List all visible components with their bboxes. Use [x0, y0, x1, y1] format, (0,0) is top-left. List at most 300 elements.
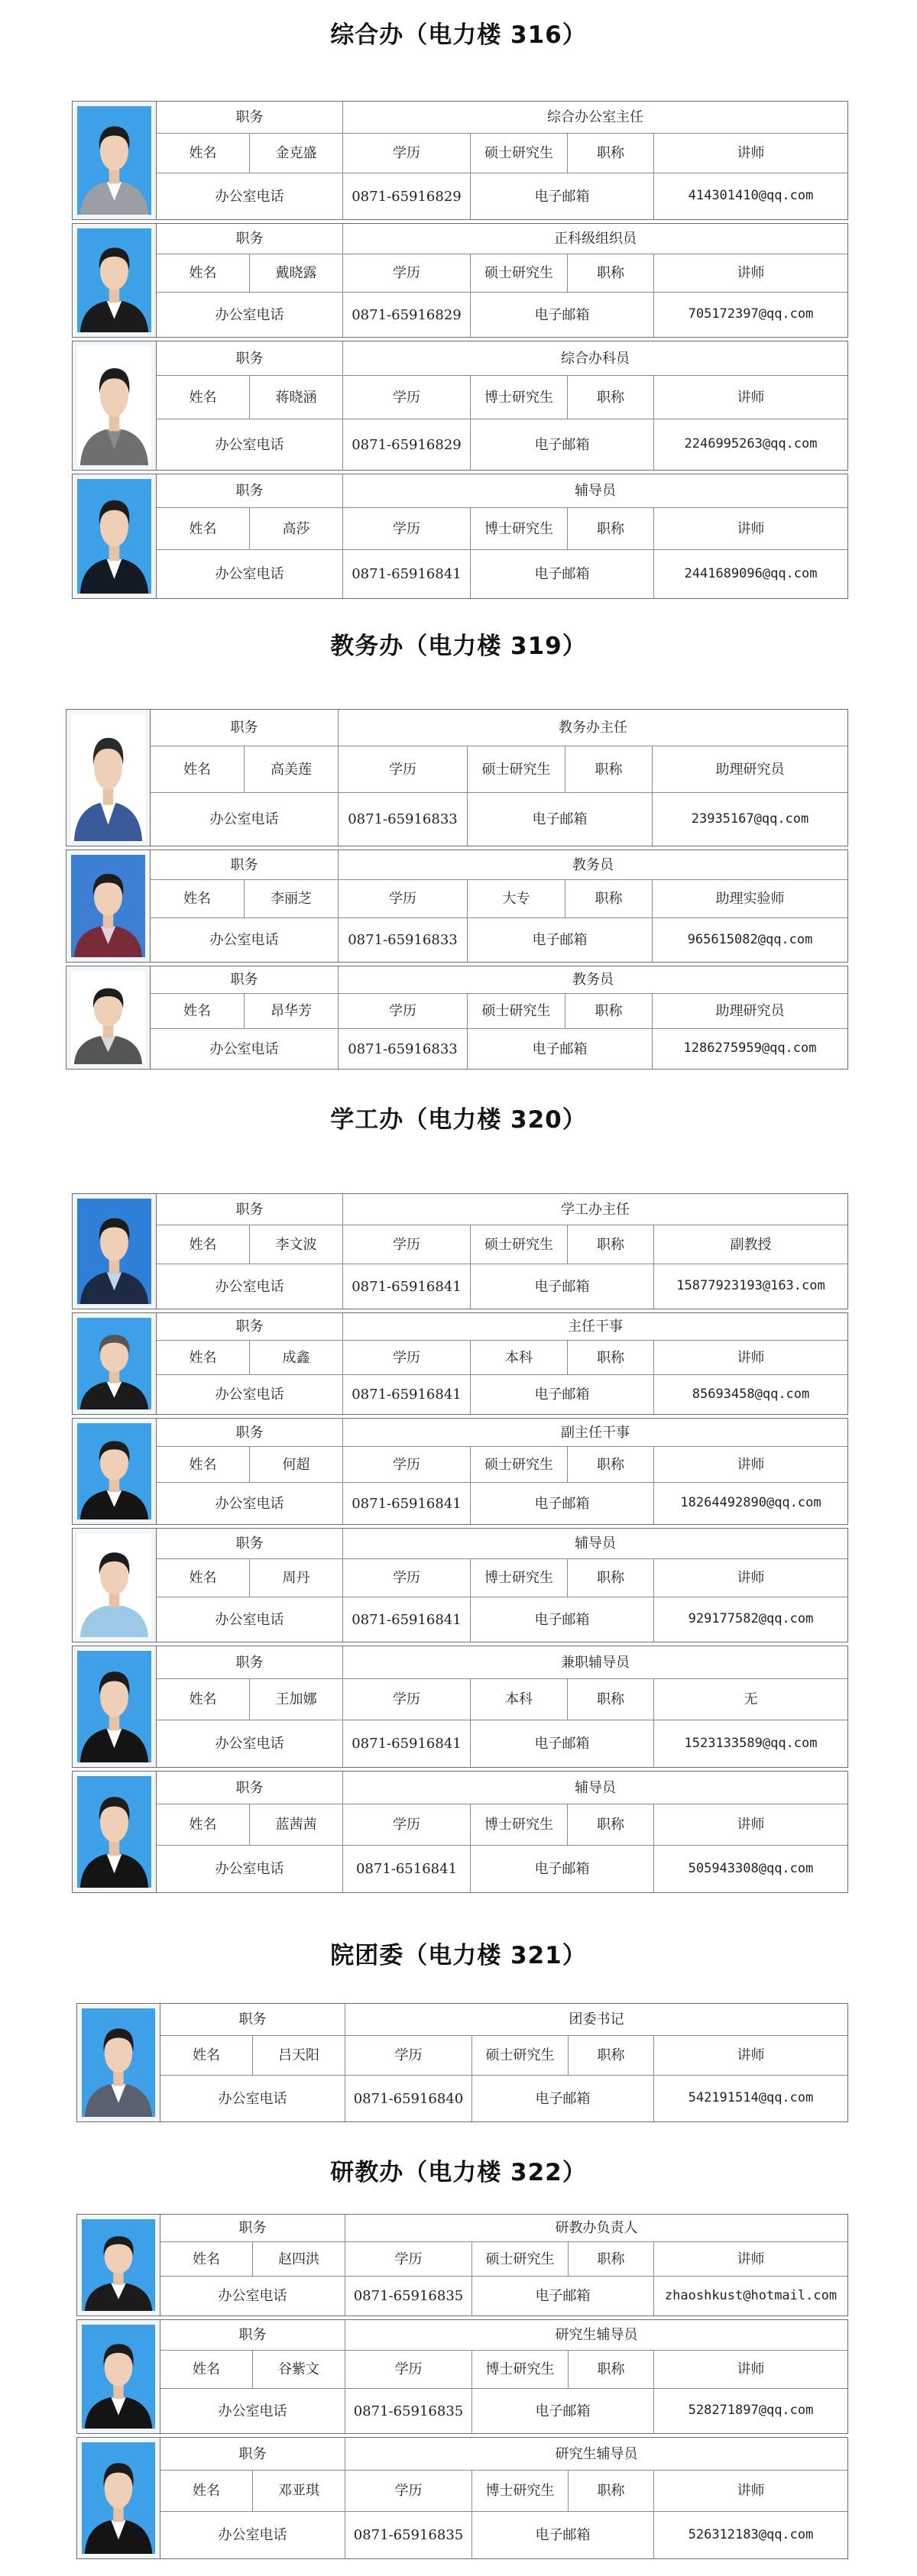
education-value: 硕士研究生: [471, 1225, 568, 1264]
email-label: 电子邮箱: [472, 2076, 654, 2121]
title-label: 职称: [568, 1559, 654, 1597]
position-value: 综合办科员: [343, 341, 847, 376]
office-phone-label: 办公室电话: [160, 2512, 345, 2558]
name-label: 姓名: [157, 1559, 250, 1597]
name-value: 何超: [250, 1447, 343, 1483]
office-phone-label: 办公室电话: [157, 1375, 343, 1414]
education-label: 学历: [343, 254, 471, 293]
staff-photo: [73, 474, 157, 598]
name-label: 姓名: [157, 1341, 250, 1375]
email-label: 电子邮箱: [471, 1483, 654, 1524]
office-phone-value: 0871-65916841: [343, 1597, 471, 1642]
education-value: 博士研究生: [472, 2471, 569, 2512]
name-value: 周丹: [250, 1559, 343, 1597]
office-phone-value: 0871-65916829: [343, 293, 471, 337]
education-value: 博士研究生: [471, 1559, 568, 1597]
staff-photo: [73, 1529, 157, 1642]
staff-card: [66, 849, 848, 963]
section-title: 学工办（电力楼 320）: [330, 1106, 587, 1134]
section-title: 研教办（电力楼 322）: [330, 2159, 587, 2186]
portrait-svg: [77, 228, 151, 332]
position-value: 团委书记: [345, 2004, 847, 2036]
position-value: 主任干事: [343, 1313, 847, 1341]
education-label: 学历: [343, 376, 471, 419]
staff-card: [72, 1646, 848, 1768]
portrait: [71, 714, 145, 841]
info-grid: [160, 2320, 847, 2433]
education-value: 大专: [468, 880, 565, 918]
name-value: 赵四洪: [253, 2242, 345, 2277]
email-value: 18264492890@qq.com: [680, 1495, 821, 1511]
office-phone-label: 办公室电话: [160, 2389, 345, 2433]
email-label: 电子邮箱: [471, 293, 654, 337]
email-label: 电子邮箱: [471, 1846, 654, 1892]
position-label: 职务: [157, 1772, 343, 1804]
portrait-svg: [82, 2325, 155, 2429]
title-label: 职称: [569, 2351, 654, 2389]
education-value: 硕士研究生: [471, 1447, 568, 1483]
position-label: 职务: [160, 2438, 345, 2471]
position-label: 职务: [157, 1313, 343, 1341]
staff-photo: [73, 224, 157, 337]
staff-card: [66, 966, 848, 1070]
name-label: 姓名: [157, 1804, 250, 1846]
education-value: 博士研究生: [471, 376, 568, 419]
info-grid: [157, 1313, 847, 1414]
position-value: 学工办主任: [343, 1194, 847, 1225]
name-label: 姓名: [160, 2242, 253, 2277]
info-grid: [157, 1529, 847, 1642]
name-label: 姓名: [157, 508, 250, 550]
title-value: 讲师: [654, 376, 847, 419]
education-value: 硕士研究生: [471, 254, 568, 293]
education-label: 学历: [339, 880, 468, 918]
staff-card: [72, 223, 848, 338]
email-label: 电子邮箱: [471, 1597, 654, 1642]
portrait-svg: [71, 971, 145, 1064]
position-label: 职务: [157, 224, 343, 254]
position-value: 教务员: [339, 966, 847, 994]
section-title: 教务办（电力楼 319）: [330, 633, 587, 660]
name-label: 姓名: [151, 746, 245, 793]
position-value: 副主任干事: [343, 1419, 847, 1447]
staff-card: [76, 2214, 848, 2316]
email-value: 542191514@qq.com: [688, 2090, 814, 2106]
email-value: 1523133589@qq.com: [684, 1735, 818, 1751]
staff-photo: [66, 710, 151, 846]
staff-card: [72, 474, 848, 599]
staff-card: [72, 1312, 848, 1415]
email-label: 电子邮箱: [472, 2277, 654, 2315]
office-phone-value: 0871-65916840: [345, 2076, 472, 2121]
info-grid: [157, 341, 847, 470]
education-label: 学历: [343, 1225, 471, 1264]
info-grid: [157, 1419, 847, 1524]
title-value: 讲师: [654, 2471, 847, 2512]
name-value: 戴晓露: [250, 254, 343, 293]
education-label: 学历: [339, 994, 468, 1029]
education-value: 博士研究生: [471, 508, 568, 550]
name-value: 李丽芝: [245, 880, 339, 918]
position-label: 职务: [160, 2320, 345, 2351]
name-label: 姓名: [157, 1679, 250, 1720]
neck: [109, 1259, 120, 1274]
office-phone-value: 0871-65916829: [343, 173, 471, 219]
email-label: 电子邮箱: [471, 419, 654, 470]
position-label: 职务: [151, 710, 339, 746]
education-label: 学历: [343, 1679, 471, 1720]
staff-photo: [73, 1194, 157, 1309]
staff-photo: [73, 1772, 157, 1892]
office-phone-value: 0871-65916835: [345, 2512, 472, 2558]
section-title: 综合办（电力楼 316）: [330, 21, 587, 49]
staff-card: [72, 101, 848, 220]
title-value: 讲师: [654, 2351, 847, 2389]
name-label: 姓名: [160, 2036, 253, 2076]
title-value: 讲师: [654, 1804, 847, 1846]
staff-card: [76, 2319, 848, 2434]
staff-photo: [73, 341, 157, 470]
portrait: [82, 2008, 155, 2117]
office-phone-label: 办公室电话: [157, 173, 343, 219]
portrait: [82, 2219, 155, 2311]
name-label: 姓名: [157, 134, 250, 173]
staff-photo: [73, 1419, 157, 1524]
info-grid: [151, 850, 847, 962]
office-phone-label: 办公室电话: [160, 2277, 345, 2315]
education-value: 硕士研究生: [471, 134, 568, 173]
neck: [113, 2272, 123, 2285]
title-label: 职称: [565, 880, 653, 918]
title-value: 讲师: [654, 2242, 847, 2277]
portrait: [82, 2442, 155, 2554]
office-phone-label: 办公室电话: [151, 1029, 339, 1069]
name-label: 姓名: [157, 1225, 250, 1264]
position-value: 教务办主任: [339, 710, 847, 746]
email-label: 电子邮箱: [468, 918, 653, 962]
name-value: 成鑫: [250, 1341, 343, 1375]
email-value: 929177582@qq.com: [688, 1611, 814, 1627]
title-label: 职称: [568, 1225, 654, 1264]
title-label: 职称: [568, 1679, 654, 1720]
position-value: 教务员: [339, 850, 847, 880]
staff-card: [76, 2437, 848, 2559]
office-phone-label: 办公室电话: [157, 550, 343, 598]
email-value: 85693458@qq.com: [692, 1386, 810, 1402]
name-value: 金克盛: [250, 134, 343, 173]
position-label: 职务: [151, 850, 339, 880]
portrait-svg: [77, 1776, 151, 1888]
education-value: 博士研究生: [472, 2351, 569, 2389]
info-grid: [157, 1194, 847, 1309]
education-value: 硕士研究生: [468, 746, 565, 793]
education-value: 本科: [471, 1341, 568, 1375]
neck: [103, 787, 114, 805]
portrait: [82, 2325, 155, 2429]
office-phone-label: 办公室电话: [151, 793, 339, 846]
title-value: 讲师: [654, 1559, 847, 1597]
office-phone-label: 办公室电话: [157, 1846, 343, 1892]
name-label: 姓名: [157, 254, 250, 293]
education-value: 硕士研究生: [468, 994, 565, 1029]
portrait-svg: [77, 479, 151, 594]
office-phone-label: 办公室电话: [157, 1597, 343, 1642]
email-label: 电子邮箱: [472, 2512, 654, 2558]
staff-card: [72, 1771, 848, 1893]
education-label: 学历: [345, 2351, 472, 2389]
email-label: 电子邮箱: [471, 550, 654, 598]
email-value: 2246995263@qq.com: [684, 436, 818, 452]
email-value: 965615082@qq.com: [687, 931, 813, 947]
office-phone-value: 0871-65916829: [343, 419, 471, 470]
name-label: 姓名: [157, 1447, 250, 1483]
title-label: 职称: [568, 376, 654, 419]
position-label: 职务: [151, 966, 339, 994]
office-phone-value: 0871-65916835: [345, 2389, 472, 2433]
title-value: 讲师: [654, 254, 847, 293]
name-value: 昂华芳: [245, 994, 339, 1029]
position-value: 研教办负责人: [345, 2215, 847, 2242]
email-value: 23935167@qq.com: [691, 811, 809, 827]
portrait-svg: [77, 346, 151, 465]
position-label: 职务: [160, 2004, 345, 2036]
title-label: 职称: [565, 994, 653, 1029]
staff-card: [72, 1193, 848, 1309]
title-value: 助理实验师: [653, 880, 847, 918]
office-phone-label: 办公室电话: [157, 1264, 343, 1309]
email-value: 414301410@qq.com: [688, 188, 814, 204]
info-grid: [151, 710, 847, 846]
portrait: [77, 1533, 151, 1637]
email-value: 1286275959@qq.com: [683, 1040, 817, 1057]
education-label: 学历: [345, 2471, 472, 2512]
portrait: [77, 106, 151, 215]
name-label: 姓名: [151, 994, 245, 1029]
portrait: [77, 1423, 151, 1519]
position-label: 职务: [157, 341, 343, 376]
email-label: 电子邮箱: [472, 2389, 654, 2433]
title-label: 职称: [565, 746, 653, 793]
position-label: 职务: [157, 1529, 343, 1559]
title-label: 职称: [568, 1447, 654, 1483]
education-value: 硕士研究生: [472, 2242, 569, 2277]
office-phone-value: 0871-65916833: [339, 793, 468, 846]
education-label: 学历: [339, 746, 468, 793]
staff-photo: [77, 2004, 160, 2121]
info-grid: [157, 474, 847, 598]
title-label: 职称: [569, 2036, 654, 2076]
name-value: 高莎: [250, 508, 343, 550]
name-label: 姓名: [160, 2351, 253, 2389]
staff-card: [72, 341, 848, 471]
email-value: 2441689096@qq.com: [684, 565, 818, 581]
title-label: 职称: [568, 134, 654, 173]
email-value: 528271897@qq.com: [688, 2403, 814, 2419]
info-grid: [160, 2215, 847, 2315]
position-label: 职务: [157, 1646, 343, 1679]
portrait-svg: [71, 855, 145, 957]
position-value: 综合办公室主任: [343, 102, 847, 134]
portrait-svg: [71, 714, 145, 841]
email-label: 电子邮箱: [471, 1264, 654, 1309]
staff-card: [72, 1418, 848, 1525]
office-phone-label: 办公室电话: [160, 2076, 345, 2121]
portrait: [77, 1776, 151, 1888]
info-grid: [157, 1772, 847, 1892]
title-value: 讲师: [654, 134, 847, 173]
name-value: 李文波: [250, 1225, 343, 1264]
name-label: 姓名: [151, 880, 245, 918]
staff-photo: [66, 850, 151, 962]
office-phone-value: 0871-65916841: [343, 1483, 471, 1524]
education-label: 学历: [343, 134, 471, 173]
name-value: 王加娜: [250, 1679, 343, 1720]
office-phone-value: 0871-65916841: [343, 550, 471, 598]
email-label: 电子邮箱: [468, 1029, 653, 1069]
info-grid: [157, 224, 847, 337]
position-label: 职务: [157, 474, 343, 508]
title-label: 职称: [569, 2471, 654, 2512]
title-value: 讲师: [654, 1447, 847, 1483]
portrait-svg: [82, 2219, 155, 2311]
education-label: 学历: [343, 508, 471, 550]
name-label: 姓名: [160, 2471, 253, 2512]
staff-photo: [77, 2320, 160, 2433]
office-phone-label: 办公室电话: [157, 419, 343, 470]
education-label: 学历: [343, 1559, 471, 1597]
neck: [109, 545, 120, 561]
title-value: 讲师: [654, 1341, 847, 1375]
education-label: 学历: [345, 2242, 472, 2277]
title-label: 职称: [568, 1341, 654, 1375]
staff-photo: [73, 1646, 157, 1767]
office-phone-value: 0871-6516841: [343, 1846, 471, 1892]
education-label: 学历: [343, 1804, 471, 1846]
name-value: 邓亚琪: [253, 2471, 345, 2512]
name-value: 蒋晓涵: [250, 376, 343, 419]
portrait-svg: [77, 1318, 151, 1409]
name-label: 姓名: [157, 376, 250, 419]
office-phone-value: 0871-65916835: [345, 2277, 472, 2315]
title-value: 无: [654, 1679, 847, 1720]
portrait: [71, 971, 145, 1064]
portrait: [77, 1318, 151, 1409]
portrait-svg: [82, 2008, 155, 2117]
email-value: 705172397@qq.com: [688, 306, 814, 322]
office-phone-value: 0871-65916841: [343, 1264, 471, 1309]
office-phone-value: 0871-65916833: [339, 1029, 468, 1069]
portrait-svg: [77, 1651, 151, 1762]
title-label: 职称: [568, 508, 654, 550]
info-grid: [160, 2004, 847, 2121]
portrait: [77, 1199, 151, 1304]
position-value: 研究生辅导员: [345, 2320, 847, 2351]
position-value: 研究生辅导员: [345, 2438, 847, 2471]
portrait: [77, 346, 151, 465]
info-grid: [151, 966, 847, 1069]
position-label: 职务: [157, 1419, 343, 1447]
portrait-svg: [77, 1533, 151, 1637]
email-label: 电子邮箱: [471, 1375, 654, 1414]
office-phone-value: 0871-65916833: [339, 918, 468, 962]
position-label: 职务: [157, 102, 343, 134]
title-label: 职称: [568, 1804, 654, 1846]
education-label: 学历: [345, 2036, 472, 2076]
info-grid: [157, 1646, 847, 1767]
education-value: 硕士研究生: [472, 2036, 569, 2076]
portrait-svg: [77, 1199, 151, 1304]
portrait-svg: [82, 2442, 155, 2554]
section-title: 院团委（电力楼 321）: [330, 1942, 587, 1969]
portrait-svg: [77, 1423, 151, 1519]
title-label: 职称: [569, 2242, 654, 2277]
position-value: 兼职辅导员: [343, 1646, 847, 1679]
office-phone-label: 办公室电话: [157, 293, 343, 337]
office-phone-label: 办公室电话: [157, 1483, 343, 1524]
staff-card: [72, 1528, 848, 1642]
education-label: 学历: [343, 1447, 471, 1483]
position-value: 辅导员: [343, 1529, 847, 1559]
email-label: 电子邮箱: [468, 793, 653, 846]
office-phone-value: 0871-65916841: [343, 1375, 471, 1414]
staff-card: [76, 2003, 848, 2122]
portrait: [77, 479, 151, 594]
email-value: 15877923193@163.com: [676, 1278, 825, 1294]
staff-photo: [77, 2215, 160, 2315]
title-value: 助理研究员: [653, 746, 847, 793]
info-grid: [157, 102, 847, 219]
title-value: 助理研究员: [653, 994, 847, 1029]
title-value: 讲师: [654, 2036, 847, 2076]
email-label: 电子邮箱: [471, 173, 654, 219]
education-value: 博士研究生: [471, 1804, 568, 1846]
name-value: 谷紫文: [253, 2351, 345, 2389]
portrait: [77, 1651, 151, 1762]
neck: [113, 2384, 123, 2399]
name-value: 高美莲: [245, 746, 339, 793]
email-value: zhaoshkust@hotmail.com: [664, 2287, 838, 2303]
position-label: 职务: [160, 2215, 345, 2242]
position-value: 正科级组织员: [343, 224, 847, 254]
title-value: 讲师: [654, 508, 847, 550]
office-phone-label: 办公室电话: [151, 918, 339, 962]
portrait-svg: [77, 106, 151, 215]
staff-photo: [77, 2438, 160, 2558]
name-value: 吕天阳: [253, 2036, 345, 2076]
neck: [109, 1593, 120, 1607]
email-value: 526312183@qq.com: [688, 2526, 814, 2542]
office-phone-value: 0871-65916841: [343, 1720, 471, 1767]
office-phone-label: 办公室电话: [157, 1720, 343, 1767]
email-label: 电子邮箱: [471, 1720, 654, 1767]
staff-photo: [73, 1313, 157, 1414]
position-value: 辅导员: [343, 474, 847, 508]
neck: [103, 914, 114, 928]
staff-photo: [66, 966, 151, 1069]
name-value: 蓝茜茜: [250, 1804, 343, 1846]
title-label: 职称: [568, 254, 654, 293]
email-value: 505943308@qq.com: [688, 1860, 814, 1876]
staff-card: [66, 709, 848, 846]
portrait: [77, 228, 151, 332]
education-label: 学历: [343, 1341, 471, 1375]
education-value: 本科: [471, 1679, 568, 1720]
staff-photo: [73, 102, 157, 219]
info-grid: [160, 2438, 847, 2558]
portrait: [71, 855, 145, 957]
title-value: 副教授: [654, 1225, 847, 1264]
position-label: 职务: [157, 1194, 343, 1225]
